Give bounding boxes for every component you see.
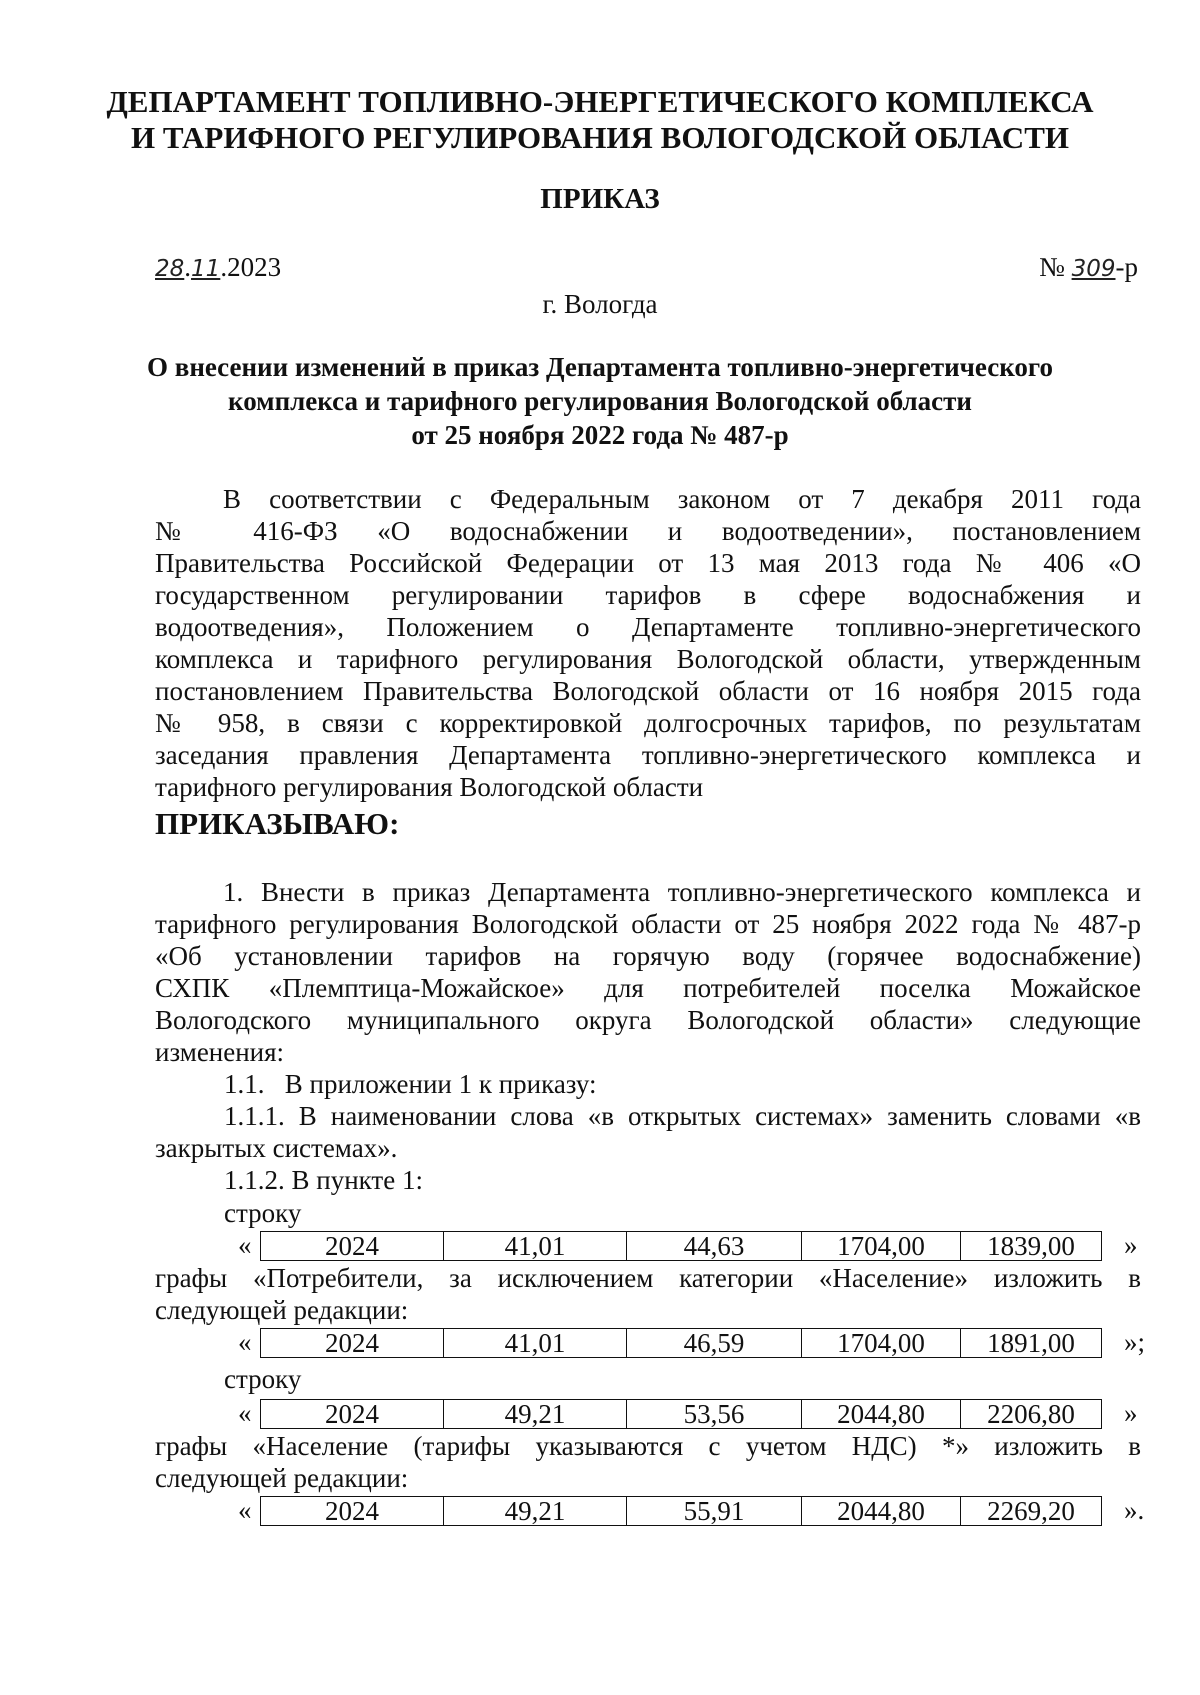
table-cell: 46,59 — [627, 1329, 802, 1358]
preamble-line: тарифного регулирования Вологодской области — [155, 772, 704, 802]
table-cell: 2206,80 — [961, 1400, 1102, 1429]
preamble-line: постановлением Правительства Вологодской области от 16 ноября 2015 года — [155, 676, 1141, 706]
close-quote: » — [1124, 1230, 1138, 1260]
table-cell: 2024 — [261, 1497, 444, 1526]
department-header-line2: И ТАРИФНОГО РЕГУЛИРОВАНИЯ ВОЛОГОДСКОЙ ОБЛАСТИ — [131, 120, 1069, 155]
item-1-1: 1.1. В приложении 1 к приказу: — [224, 1069, 597, 1099]
preamble-line: № 958, в связи с корректировкой долгосрочных тарифов, по результатам — [155, 708, 1141, 738]
table-cell: 44,63 — [627, 1232, 802, 1261]
item-1-line: изменения: — [155, 1037, 285, 1067]
document-date — [155, 251, 281, 285]
table-cell: 41,01 — [444, 1232, 627, 1261]
table-cell: 2269,20 — [961, 1497, 1102, 1526]
table-cell: 2024 — [261, 1329, 444, 1358]
department-header — [0, 84, 1200, 156]
item-1-1-1-line2: закрытых системах». — [155, 1133, 398, 1163]
preamble-paragraph — [155, 483, 1141, 803]
table-cell: 53,56 — [627, 1400, 802, 1429]
table-row — [261, 1400, 1102, 1429]
open-quote: « — [238, 1230, 252, 1260]
table-cell: 2024 — [261, 1400, 444, 1429]
table-cell: 2044,80 — [802, 1497, 961, 1526]
item-1-line: «Об установлении тарифов на горячую воду (горячее водоснабжение) — [155, 941, 1141, 971]
table-row — [261, 1232, 1102, 1261]
consumers-label — [155, 1262, 1141, 1326]
row-word: строку — [224, 1198, 302, 1228]
item-1-line: СХПК «Племптица-Можайское» для потребителей поселка Можайское — [155, 973, 1141, 1003]
order-word: ПРИКАЗЫВАЮ: — [155, 806, 400, 841]
preamble-line: заседания правления Департамента топливно-энергетического комплекса и — [155, 740, 1141, 770]
population-label — [155, 1430, 1141, 1494]
row-word: строку — [224, 1364, 302, 1394]
number-value-handwritten: 309 — [1071, 256, 1116, 282]
table-cell: 1704,00 — [802, 1232, 961, 1261]
open-quote: « — [238, 1398, 252, 1428]
table-row — [261, 1329, 1102, 1358]
document-subject — [0, 350, 1200, 452]
table-row — [261, 1497, 1102, 1526]
preamble-line: № 416-ФЗ «О водоснабжении и водоотведении», постановлением — [155, 516, 1141, 546]
consumers-label-line1: графы «Потребители, за исключением категории «Население» изложить в — [155, 1263, 1141, 1293]
subject-line3: от 25 ноября 2022 года № 487-р — [411, 420, 789, 450]
table-cell: 2024 — [261, 1232, 444, 1261]
subject-line2: комплекса и тарифного регулирования Вологодской области — [228, 386, 972, 416]
table-cell: 1839,00 — [961, 1232, 1102, 1261]
population-label-line1: графы «Население (тарифы указываются с учетом НДС) *» изложить в — [155, 1431, 1141, 1461]
table-cell: 49,21 — [444, 1400, 627, 1429]
date-sep: . — [184, 252, 192, 282]
date-year: .2023 — [220, 252, 282, 282]
preamble-line: водоотведения», Положением о Департаменте топливно-энергетического — [155, 612, 1141, 642]
table-cell: 2044,80 — [802, 1400, 961, 1429]
table-cell: 1704,00 — [802, 1329, 961, 1358]
table-cell: 41,01 — [444, 1329, 627, 1358]
open-quote: « — [238, 1327, 252, 1357]
tariff-row-table — [260, 1231, 1102, 1261]
close-quote: ». — [1124, 1495, 1145, 1525]
date-day-handwritten: 28 — [155, 256, 185, 282]
number-suffix: -р — [1115, 252, 1138, 282]
item-1-paragraph — [155, 876, 1141, 1068]
item-1-line: Вологодского муниципального округа Вологодской области» следующие — [155, 1005, 1141, 1035]
department-header-line1: ДЕПАРТАМЕНТ ТОПЛИВНО-ЭНЕРГЕТИЧЕСКОГО КОМПЛЕКСА — [106, 84, 1094, 119]
tariff-row-table — [260, 1496, 1102, 1526]
preamble-line: Правительства Российской Федерации от 13 мая 2013 года № 406 «О — [155, 548, 1141, 578]
preamble-line: комплекса и тарифного регулирования Вологодской области, утвержденным — [155, 644, 1141, 674]
open-quote: « — [238, 1495, 252, 1525]
close-quote: » — [1124, 1398, 1138, 1428]
consumers-label-line2: следующей редакции: — [155, 1295, 409, 1325]
close-quote: »; — [1124, 1327, 1146, 1357]
table-cell: 1891,00 — [961, 1329, 1102, 1358]
tariff-row-table — [260, 1328, 1102, 1358]
document-number — [1039, 251, 1138, 285]
item-1-1-1 — [155, 1100, 1141, 1164]
item-1-1-2: 1.1.2. В пункте 1: — [224, 1165, 423, 1195]
subject-line1: О внесении изменений в приказ Департамента топливно-энергетического — [146, 352, 1053, 382]
preamble-line: В соответствии с Федеральным законом от 7 декабря 2011 года — [223, 484, 1141, 514]
item-1-line: 1. Внести в приказ Департамента топливно-энергетического комплекса и — [223, 877, 1141, 907]
document-type: ПРИКАЗ — [540, 183, 660, 215]
item-1-line: тарифного регулирования Вологодской области от 25 ноября 2022 года № 487-р — [155, 909, 1141, 939]
date-month-handwritten: 11 — [191, 256, 221, 282]
table-cell: 49,21 — [444, 1497, 627, 1526]
city: г. Вологда — [542, 289, 658, 319]
tariff-row-table — [260, 1399, 1102, 1429]
population-label-line2: следующей редакции: — [155, 1463, 409, 1493]
preamble-line: государственном регулировании тарифов в сфере водоснабжения и — [155, 580, 1141, 610]
table-cell: 55,91 — [627, 1497, 802, 1526]
item-1-1-1-line1: 1.1.1. В наименовании слова «в открытых системах» заменить словами «в — [224, 1101, 1141, 1131]
number-prefix: № — [1039, 252, 1072, 282]
